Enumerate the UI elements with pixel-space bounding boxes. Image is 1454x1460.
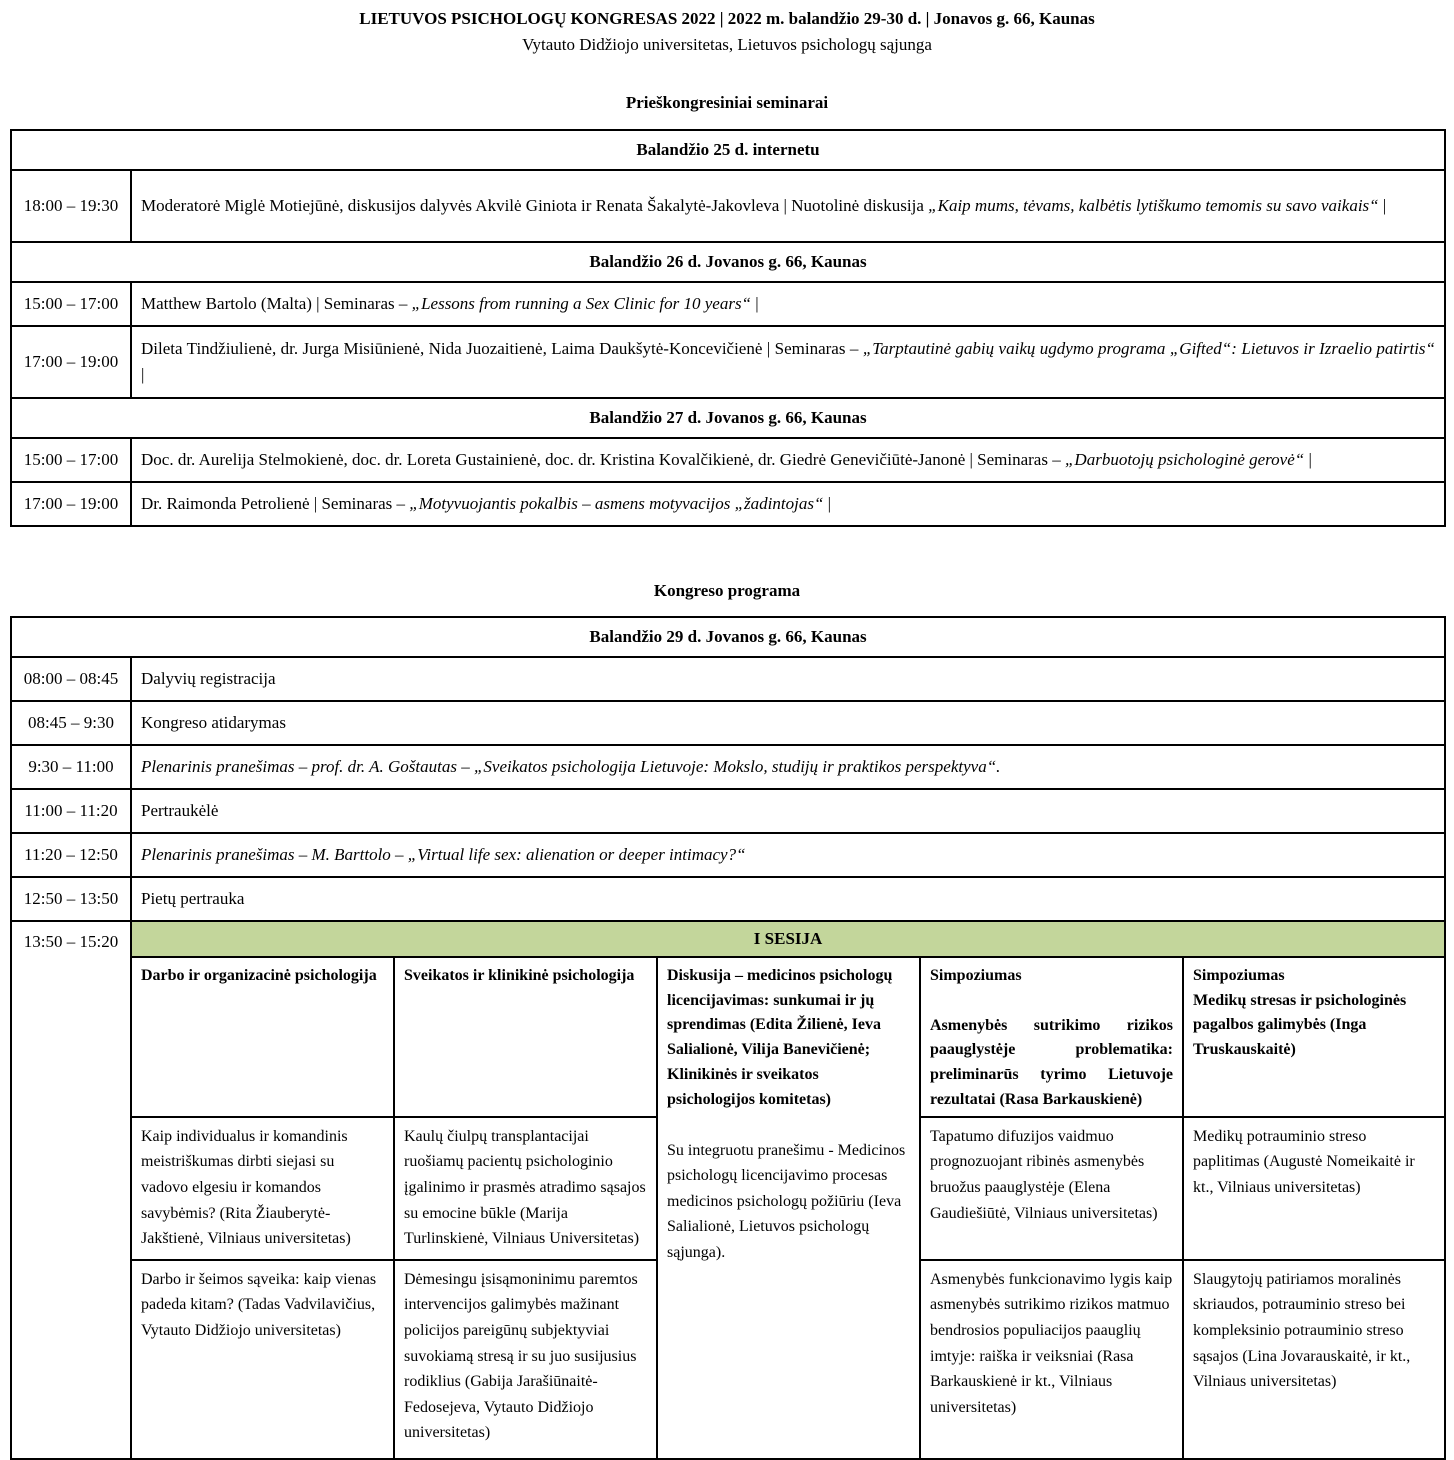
time-cell: 17:00 – 19:00	[11, 482, 131, 526]
symposium-topic: Asmenybės sutrikimo rizikos paauglystėje problematika: preliminarūs tyrimo Lietuvoje rezultatai (Rasa Barkauskienė)	[930, 1016, 1173, 1109]
discussion-body: Su integruotu pranešimu - Medicinos psichologų licencijavimo procesas medicinos psichologų požiūriu (Ieva Salialionė, Lietuvos psichologų sąjunga).	[667, 1141, 906, 1262]
time-cell: 08:00 – 08:45	[11, 657, 131, 701]
seminar-row	[11, 438, 1445, 482]
seminar-row	[11, 170, 1445, 242]
document-title: LIETUVOS PSICHOLOGŲ KONGRESAS 2022 | 2022 m. balandžio 29-30 d. | Jonavos g. 66, Kaunas	[359, 9, 1095, 28]
program-item-cell: Pertraukėlė	[131, 789, 1445, 833]
day-header-row	[11, 242, 1445, 282]
talk-cell: Medikų potrauminio streso paplitimas (Augustė Nomeikaitė ir kt., Vilniaus universitetas)	[1183, 1117, 1445, 1260]
seminar-presenters: Dileta Tindžiulienė, dr. Jurga Misiūnienė, Nida Juozaitienė, Laima Daukšytė-Koncevičienė | Seminaras –	[141, 339, 863, 359]
day-header-april-25: Balandžio 25 d. internetu	[11, 130, 1445, 170]
seminar-row	[11, 482, 1445, 526]
column-discussion-merged-cell	[657, 957, 920, 1459]
seminar-presenters: Dr. Raimonda Petrolienė | Seminaras –	[141, 494, 410, 514]
seminar-description-cell	[131, 326, 1445, 398]
seminar-tail: |	[751, 294, 759, 314]
seminar-tail: |	[1304, 450, 1312, 470]
program-item-cell-plenary: Plenarinis pranešimas – M. Barttolo – „Virtual life sex: alienation or deeper intimacy?“	[131, 833, 1445, 877]
day-header-april-26: Balandžio 26 d. Jovanos g. 66, Kaunas	[11, 242, 1445, 282]
talk-cell: Darbo ir šeimos sąveika: kaip vienas padeda kitam? (Tadas Vadvilavičius, Vytauto Didžiojo universitetas)	[131, 1260, 394, 1459]
program-item-cell: Kongreso atidarymas	[131, 701, 1445, 745]
program-row	[11, 701, 1445, 745]
seminar-presenters: Matthew Bartolo (Malta) | Seminaras –	[141, 294, 412, 314]
day-header-april-29: Balandžio 29 d. Jovanos g. 66, Kaunas	[11, 617, 1445, 657]
time-cell: 12:50 – 13:50	[11, 877, 131, 921]
seminar-presenters: Moderatorė Miglė Motiejūnė, diskusijos dalyvės Akvilė Giniota ir Renata Šakalytė-Jakovleva | Nuotolinė diskusija	[141, 196, 929, 216]
seminar-title: „Lessons from running a Sex Clinic for 10 years“	[411, 294, 752, 314]
session-title-row	[11, 921, 1445, 957]
seminar-row	[11, 326, 1445, 398]
day-header-row	[11, 398, 1445, 438]
seminar-description-cell	[131, 438, 1445, 482]
seminar-tail: |	[1378, 196, 1387, 216]
time-cell: 15:00 – 17:00	[11, 282, 131, 326]
session-column-headers-row	[11, 957, 1445, 1117]
day-header-april-27: Balandžio 27 d. Jovanos g. 66, Kaunas	[11, 398, 1445, 438]
program-row	[11, 833, 1445, 877]
program-row	[11, 789, 1445, 833]
document-subtitle: Vytauto Didžiojo universitetas, Lietuvos psichologų sąjunga	[522, 34, 932, 54]
talk-cell: Asmenybės funkcionavimo lygis kaip asmenybės sutrikimo rizikos matmuo bendrosios populiacijos paauglių imtyje: raiška ir veiksniai (Rasa Barkauskienė ir kt., Vilniaus universitetas)	[920, 1260, 1183, 1459]
symposium-label: Simpoziumas	[930, 966, 1022, 984]
discussion-header: Diskusija – medicinos psichologų licencijavimas: sunkumai ir jų sprendimas (Edita Žilienė, Ieva Salialionė, Vilija Banevičienė; Klinikinės ir sveikatos psichologijos komitetas)	[667, 966, 893, 1108]
session-time-cell: 13:50 – 15:20	[11, 921, 131, 1459]
seminar-description-cell	[131, 482, 1445, 526]
talk-cell: Slaugytojų patiriamos moralinės skriaudos, potrauminio streso bei kompleksinio potrauminio streso sąsajos (Lina Jovarauskaitė, ir kt., Vilniaus universitetas)	[1183, 1260, 1445, 1459]
seminar-description-cell	[131, 282, 1445, 326]
symposium-label: Simpoziumas	[1193, 966, 1285, 984]
column-header-symposium-1	[920, 957, 1183, 1117]
column-header-work-org: Darbo ir organizacinė psichologija	[131, 957, 394, 1117]
seminar-tail: |	[823, 494, 832, 514]
program-row	[11, 657, 1445, 701]
seminar-tail: |	[141, 364, 145, 384]
time-cell: 17:00 – 19:00	[11, 326, 131, 398]
column-header-symposium-2	[1183, 957, 1445, 1117]
seminars-section-heading: Prieškongresiniai seminarai	[625, 92, 829, 112]
talk-cell: Kaulų čiulpų transplantacijai ruošiamų pacientų psichologinio įgalinimo ir prasmės atradimo sąsajos su emocine būkle (Marija Turlinskienė, Vilniaus Universitetas)	[394, 1117, 657, 1260]
seminar-title: „Motyvuojantis pokalbis – asmens motyvacijos „žadintojas“	[409, 494, 824, 514]
session-title: I SESIJA	[131, 921, 1445, 957]
program-item-cell-plenary: Plenarinis pranešimas – prof. dr. A. Goštautas – „Sveikatos psichologija Lietuvoje: Mokslo, studijų ir praktikos perspektyva“.	[131, 745, 1445, 789]
seminar-title: „Darbuotojų psichologinė gerovė“	[1064, 450, 1305, 470]
seminar-title: „Kaip mums, tėvams, kalbėtis lytiškumo temomis su savo vaikais“	[928, 196, 1379, 216]
seminars-table	[10, 129, 1446, 527]
time-cell: 08:45 – 9:30	[11, 701, 131, 745]
seminar-presenters: Doc. dr. Aurelija Stelmokienė, doc. dr. Loreta Gustainienė, doc. dr. Kristina Kovalčikienė, dr. Giedrė Genevičiūtė-Janonė | Seminaras –	[141, 450, 1065, 470]
seminar-title: „Tarptautinė gabių vaikų ugdymo programa „Gifted“: Lietuvos ir Izraelio patirtis“	[862, 339, 1435, 359]
time-cell: 18:00 – 19:30	[11, 170, 131, 242]
time-cell: 15:00 – 17:00	[11, 438, 131, 482]
time-cell: 9:30 – 11:00	[11, 745, 131, 789]
program-row	[11, 877, 1445, 921]
program-section-heading: Kongreso programa	[653, 580, 801, 600]
symposium-topic: Medikų stresas ir psichologinės pagalbos galimybės (Inga Truskauskaitė)	[1193, 991, 1407, 1059]
talk-cell: Kaip individualus ir komandinis meistriškumas dirbti siejasi su vadovo elgesiu ir komandos savybėmis? (Rita Žiauberytė-Jakštienė, Vilniaus universitetas)	[131, 1117, 394, 1260]
program-item-cell: Pietų pertrauka	[131, 877, 1445, 921]
day-header-row	[11, 130, 1445, 170]
program-item-cell: Dalyvių registracija	[131, 657, 1445, 701]
talk-cell: Dėmesingu įsisąmoninimu paremtos intervencijos galimybės mažinant policijos pareigūnų subjektyviai suvokiamą stresą ir su juo susijusius rodiklius (Gabija Jarašiūnaitė-Fedosejeva, Vytauto Didžiojo universitetas)	[394, 1260, 657, 1459]
time-cell: 11:20 – 12:50	[11, 833, 131, 877]
column-header-health-clinical: Sveikatos ir klinikinė psichologija	[394, 957, 657, 1117]
seminar-description-cell	[131, 170, 1445, 242]
program-table	[10, 616, 1446, 1460]
talk-cell: Tapatumo difuzijos vaidmuo prognozuojant ribinės asmenybės bruožus paauglystėje (Elena Gaudiešiūtė, Vilniaus universitetas)	[920, 1117, 1183, 1260]
program-row	[11, 745, 1445, 789]
time-cell: 11:00 – 11:20	[11, 789, 131, 833]
day-header-row	[11, 617, 1445, 657]
seminar-row	[11, 282, 1445, 326]
